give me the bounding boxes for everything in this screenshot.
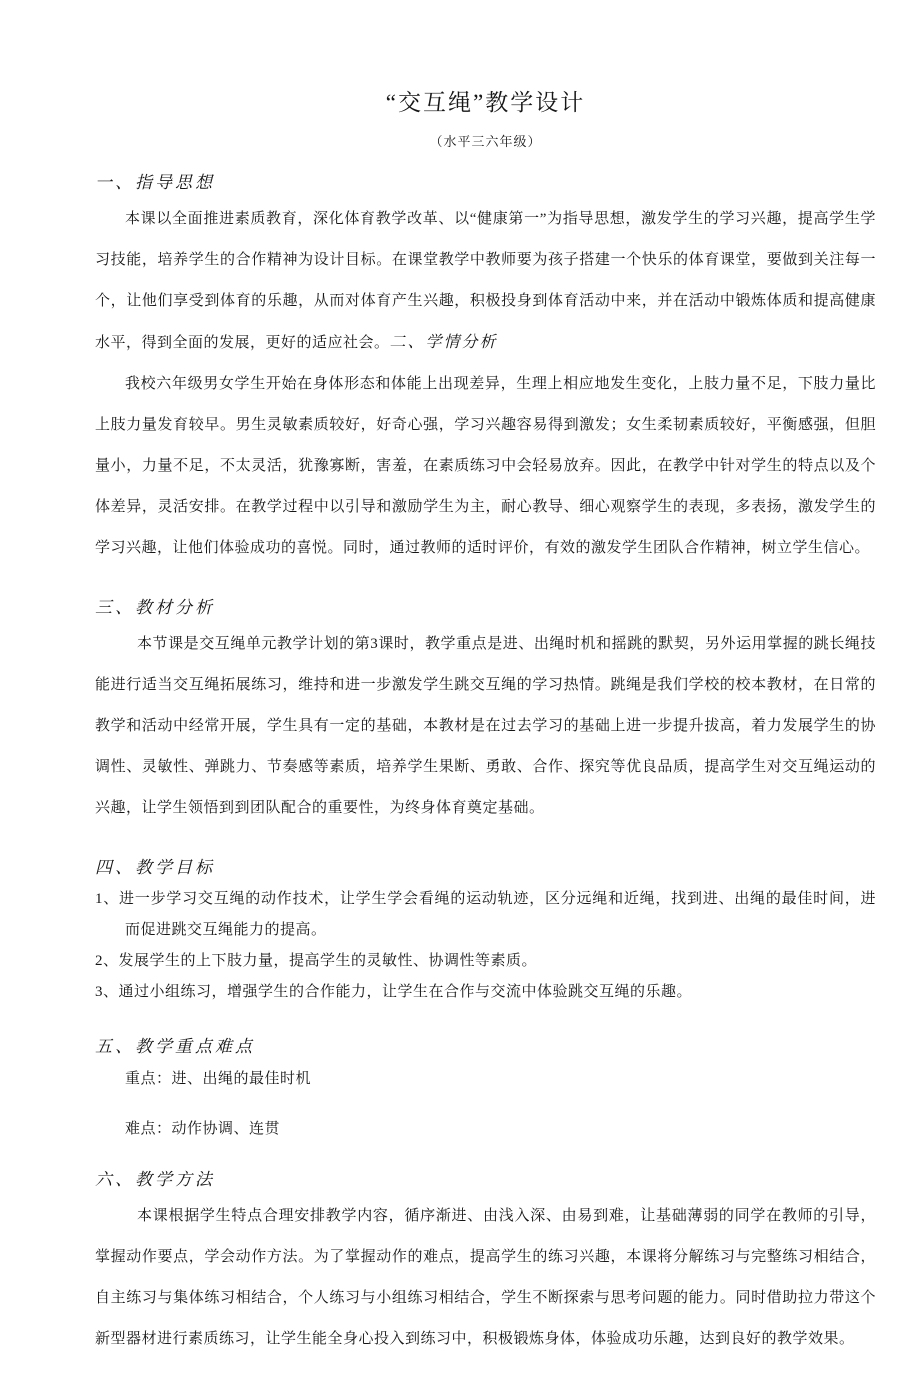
goal-item-3: 3、通过小组练习，增强学生的合作能力，让学生在合作与交流中体验跳交互绳的乐趣。 <box>95 984 693 1000</box>
section-heading-key-points: 五、教学重点难点 <box>95 1037 255 1056</box>
section-heading-guiding-thought: 一、指导思想 <box>95 173 215 192</box>
section-heading-teaching-methods: 六、教学方法 <box>95 1170 215 1189</box>
inline-heading-learning-analysis: 二、学情分析 <box>389 334 498 351</box>
page-subtitle: （水平三六年级） <box>429 134 542 149</box>
paragraph-material-analysis: 本节课是交互绳单元教学计划的第3课时，教学重点是进、出绳时机和摇跳的默契，另外运用掌握的跳长绳技能进行适当交互绳拓展练习，维持和进一步激发学生跳交互绳的学习热情。跳绳是我们学校的校本教材，在日常的教学和活动中经常开展，学生具有一定的基础，本教材是在过去学习的基础上进一步提升拔高，着力发展学生的协调性、灵敏性、弹跳力、节奏感等素质，培养学生果断、勇敢、合作、探究等优良品质，提高学生对交互绳运动的兴趣，让学生领悟到到团队配合的重要性，为终身体育奠定基础。 <box>95 636 876 816</box>
paragraph-learning-analysis: 我校六年级男女学生开始在身体形态和体能上出现差异，生理上相应地发生变化，上肢力量不足，下肢力量比上肢力量发育较早。男生灵敏素质较好，好奇心强，学习兴趣容易得到激发；女生柔韧素质较好，平衡感强，但胆量小，力量不足，不太灵活，犹豫寡断，害羞，在素质练习中会轻易放弃。因此，在教学中针对学生的特点以及个体差异，灵活安排。在教学过程中以引导和激励学生为主，耐心教导、细心观察学生的表现，多表扬，激发学生的学习兴趣，让他们体验成功的喜悦。同时，通过教师的适时评价，有效的激发学生团队合作精神，树立学生信心。 <box>95 376 876 556</box>
paragraph-guiding-thought-text: 本课以全面推进素质教育，深化体育教学改革、以“健康第一”为指导思想，激发学生的学习兴趣，提高学生学习技能，培养学生的合作精神为设计目标。在课堂教学中教师要为孩子搭建一个快乐的体育课堂，要做到关注每一个，让他们享受到体育的乐趣，从而对体育产生兴趣，积极投身到体育活动中来，并在活动中锻炼体质和提高健康水平，得到全面的发展，更好的适应社会。 <box>95 211 876 351</box>
goal-item-1: 1、进一步学习交互绳的动作技术，让学生学会看绳的运动轨迹，区分远绳和近绳，找到进、出绳的最佳时间，进而促进跳交互绳能力的提高。 <box>95 891 876 938</box>
paragraph-guiding-thought <box>95 199 876 364</box>
difficult-point-line: 难点：动作协调、连贯 <box>125 1121 281 1137</box>
goal-item-2: 2、发展学生的上下肢力量，提高学生的灵敏性、协调性等素质。 <box>95 953 538 969</box>
page-title: “交互绳”教学设计 <box>385 90 586 115</box>
section-heading-teaching-goals: 四、教学目标 <box>95 858 215 877</box>
paragraph-teaching-methods: 本课根据学生特点合理安排教学内容，循序渐进、由浅入深、由易到难，让基础薄弱的同学在教师的引导，掌握动作要点，学会动作方法。为了掌握动作的难点，提高学生的练习兴趣，本课将分解练习与完整练习相结合，自主练习与集体练习相结合，个人练习与小组练习相结合，学生不断探索与思考问题的能力。同时借助拉力带这个新型器材进行素质练习，让学生能全身心投入到练习中，积极锻炼身体，体验成功乐趣，达到良好的教学效果。 <box>95 1208 876 1347</box>
key-point-line: 重点：进、出绳的最佳时机 <box>125 1071 312 1087</box>
teaching-goals-list <box>95 884 876 1008</box>
section-heading-material-analysis: 三、教材分析 <box>95 598 215 617</box>
